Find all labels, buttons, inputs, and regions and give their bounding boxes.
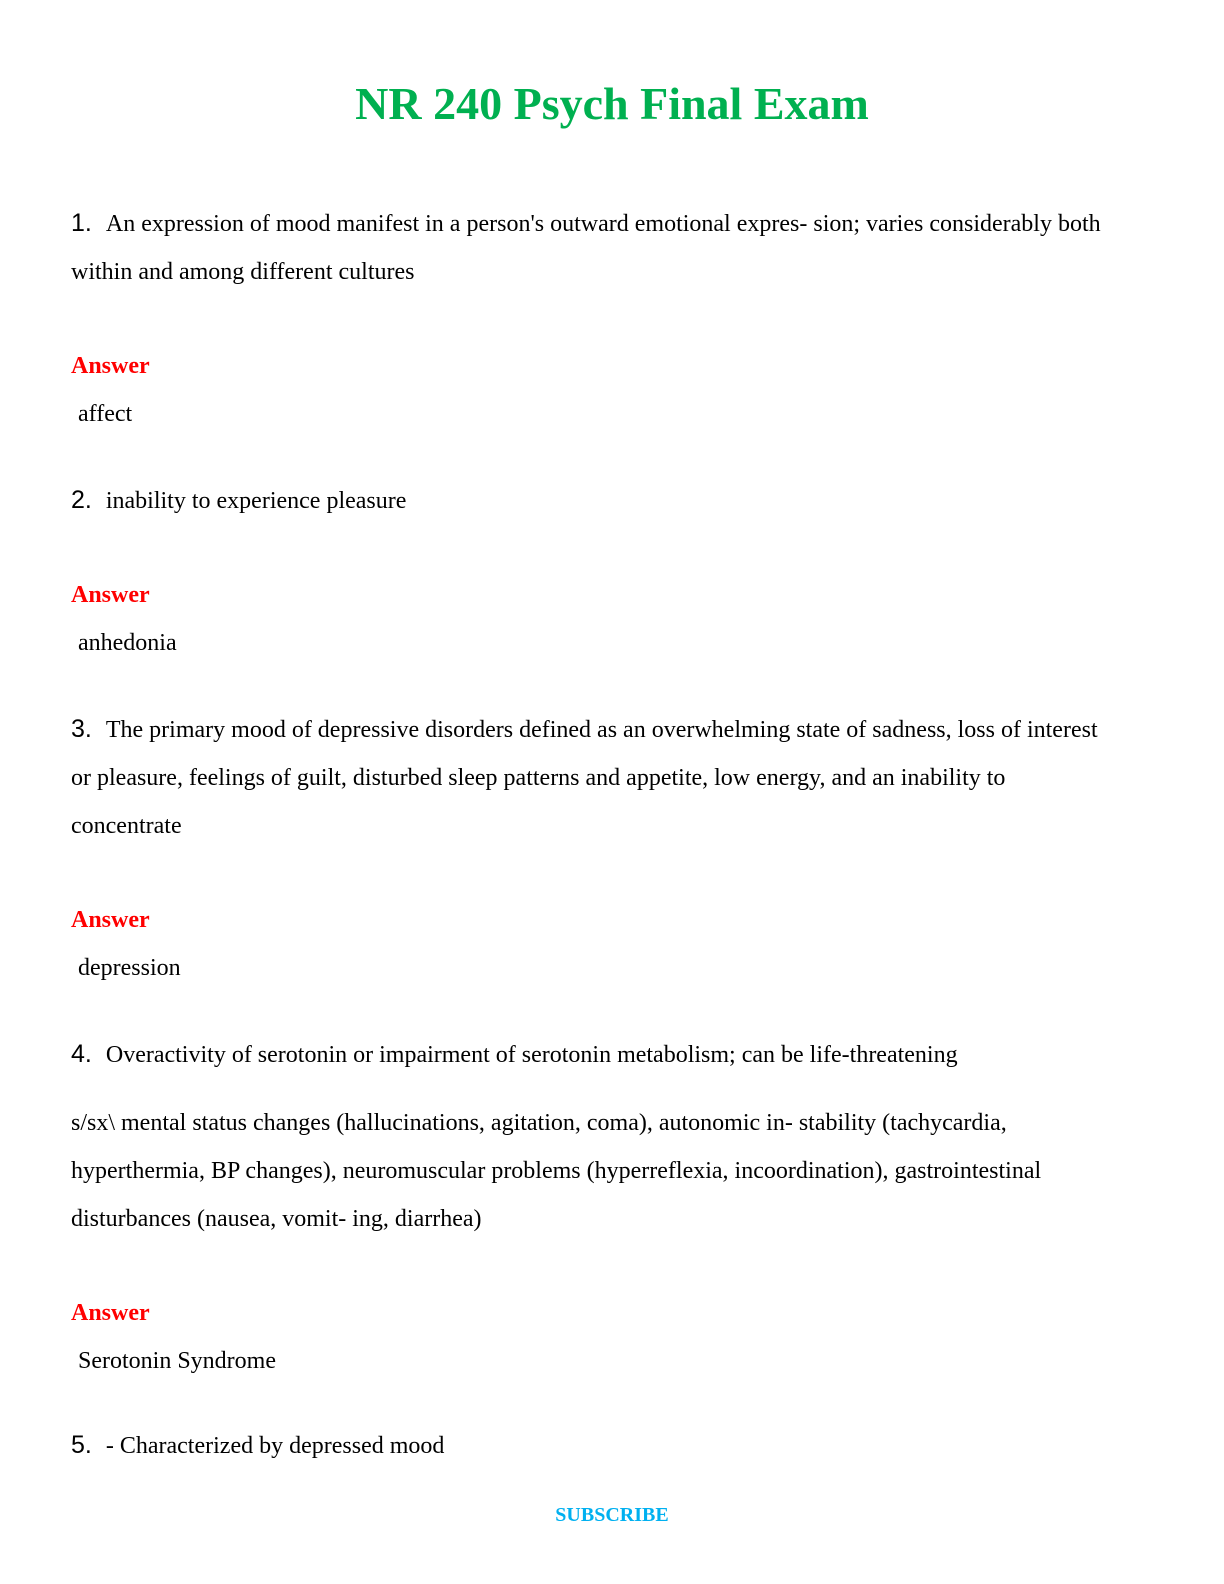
question-3 [71,705,1121,850]
question-number: 3. [71,715,92,743]
answer-text: Serotonin Syndrome [78,1348,276,1374]
question-5 [71,1421,1121,1470]
question-text: Overactivity of serotonin or impairment of serotonin metabolism; can be life-threatening [105,1042,958,1068]
question-number: 2. [71,486,92,514]
answer-text: affect [78,401,133,427]
answer-label: Answer [71,907,150,933]
question-1 [71,199,1121,296]
question-text: The primary mood of depressive disorders defined as an overwhelming state of sadness, loss of interest or pleasure, feelings of guilt, disturbed sleep patterns and appetite, low energy, and an inability to concentrate [71,717,1098,839]
answer-label: Answer [71,353,150,379]
question-number: 5. [71,1431,92,1459]
answer-label: Answer [71,582,150,608]
answer-text: depression [78,955,181,981]
question-4 [71,1030,1121,1079]
question-number: 1. [71,209,92,237]
question-number: 4. [71,1040,92,1068]
question-text: - Characterized by depressed mood [105,1433,445,1459]
question-detail: s/sx\ mental status changes (hallucinations, agitation, coma), autonomic in- stability (tachycardia, hyperthermia, BP changes), neuromuscular problems (hyperreflexia, incoordination), gastrointestinal disturbances (nausea, vomit- ing, diarrhea) [71,1110,1042,1232]
question-text: inability to experience pleasure [105,488,407,514]
subscribe-link[interactable]: SUBSCRIBE [555,1504,669,1526]
question-text: An expression of mood manifest in a person's outward emotional expres- sion; varies considerably both within and among different cultures [71,211,1101,285]
page-title: NR 240 Psych Final Exam [355,78,869,129]
answer-label: Answer [71,1300,150,1326]
answer-text: anhedonia [78,630,177,656]
question-2 [71,476,1121,525]
question-list [71,200,1121,1470]
